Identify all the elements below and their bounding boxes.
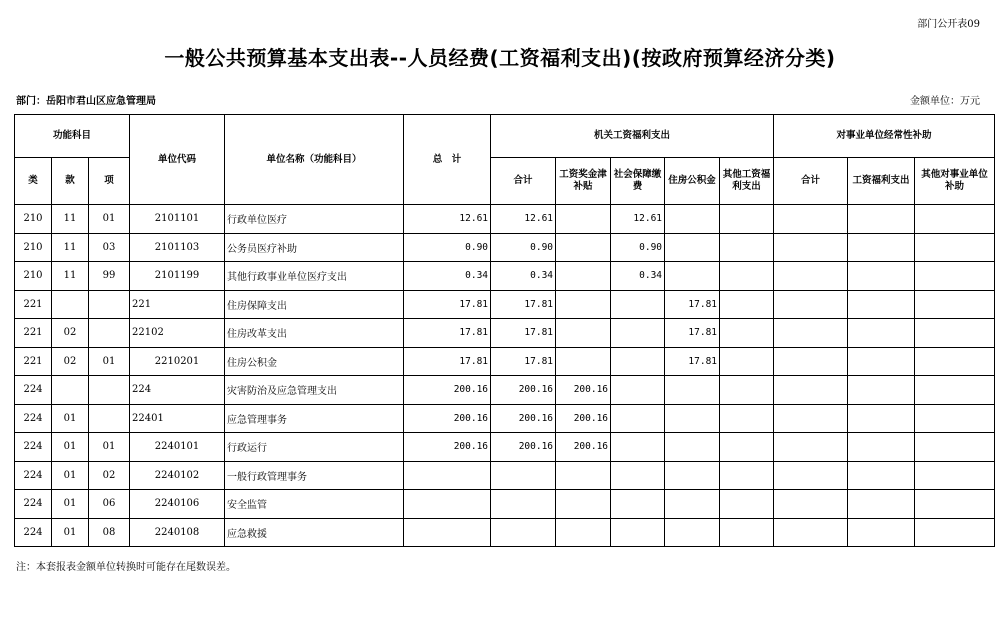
cell-total: 12.61 <box>404 205 491 234</box>
cell-name: 行政单位医疗 <box>225 205 404 234</box>
cell-lei: 224 <box>15 376 52 405</box>
cell-bonus <box>556 262 611 291</box>
cell-total: 200.16 <box>404 433 491 462</box>
table-row <box>15 290 995 319</box>
cell-agency-total <box>491 518 556 547</box>
cell-total: 17.81 <box>404 347 491 376</box>
header-bonus: 工资奖金津补贴 <box>556 158 611 205</box>
header-other-welfare: 其他工资福利支出 <box>720 158 774 205</box>
header-unit-code: 单位代码 <box>130 115 225 205</box>
cell-subsidy-total <box>774 290 848 319</box>
cell-subsidy-welfare <box>848 461 915 490</box>
table-row <box>15 518 995 547</box>
cell-housing <box>665 376 720 405</box>
cell-subsidy-other <box>915 433 995 462</box>
cell-agency-total: 200.16 <box>491 433 556 462</box>
cell-social <box>611 404 665 433</box>
cell-housing <box>665 518 720 547</box>
header-subsidy-welfare: 工资福利支出 <box>848 158 915 205</box>
page-title: 一般公共预算基本支出表--人员经费(工资福利支出)(按政府预算经济分类) <box>164 46 836 70</box>
department-label: 部门：岳阳市君山区应急管理局 <box>16 96 156 107</box>
cell-bonus <box>556 205 611 234</box>
cell-lei: 224 <box>15 433 52 462</box>
cell-kuan: 01 <box>52 490 89 519</box>
table-row <box>15 461 995 490</box>
header-social-security: 社会保障缴费 <box>611 158 665 205</box>
cell-subsidy-welfare <box>848 290 915 319</box>
cell-subsidy-total <box>774 490 848 519</box>
cell-kuan: 11 <box>52 233 89 262</box>
cell-subsidy-other <box>915 262 995 291</box>
cell-kuan: 02 <box>52 319 89 348</box>
cell-lei: 224 <box>15 518 52 547</box>
cell-kuan: 02 <box>52 347 89 376</box>
cell-subsidy-total <box>774 347 848 376</box>
cell-kuan: 01 <box>52 461 89 490</box>
header-subsidy-other: 其他对事业单位补助 <box>915 158 995 205</box>
cell-other <box>720 490 774 519</box>
table-row <box>15 205 995 234</box>
cell-housing: 17.81 <box>665 347 720 376</box>
cell-xiang: 02 <box>89 461 130 490</box>
cell-subsidy-welfare <box>848 404 915 433</box>
cell-bonus <box>556 490 611 519</box>
cell-bonus: 200.16 <box>556 376 611 405</box>
cell-other <box>720 404 774 433</box>
cell-subsidy-welfare <box>848 433 915 462</box>
cell-total <box>404 461 491 490</box>
cell-subsidy-total <box>774 233 848 262</box>
footnote: 注：本套报表金额单位转换时可能存在尾数误差。 <box>16 562 236 573</box>
header-agency-group: 机关工资福利支出 <box>491 115 774 158</box>
cell-bonus <box>556 290 611 319</box>
cell-code: 22401 <box>130 404 225 433</box>
cell-subsidy-other <box>915 290 995 319</box>
cell-other <box>720 233 774 262</box>
cell-lei: 221 <box>15 347 52 376</box>
cell-name: 其他行政事业单位医疗支出 <box>225 262 404 291</box>
cell-subsidy-total <box>774 205 848 234</box>
cell-lei: 224 <box>15 461 52 490</box>
table-row <box>15 319 995 348</box>
cell-subsidy-welfare <box>848 205 915 234</box>
cell-bonus <box>556 347 611 376</box>
cell-name: 公务员医疗补助 <box>225 233 404 262</box>
cell-code: 221 <box>130 290 225 319</box>
header-xiang: 项 <box>89 158 130 205</box>
cell-xiang: 99 <box>89 262 130 291</box>
cell-social: 0.34 <box>611 262 665 291</box>
cell-code: 2101199 <box>130 262 225 291</box>
cell-xiang: 06 <box>89 490 130 519</box>
cell-housing: 17.81 <box>665 319 720 348</box>
cell-name: 住房改革支出 <box>225 319 404 348</box>
cell-social <box>611 319 665 348</box>
cell-xiang: 01 <box>89 433 130 462</box>
cell-social <box>611 490 665 519</box>
cell-code: 224 <box>130 376 225 405</box>
cell-xiang: 03 <box>89 233 130 262</box>
cell-code: 2101103 <box>130 233 225 262</box>
header-unit-name: 单位名称（功能科目） <box>225 115 404 205</box>
cell-lei: 210 <box>15 262 52 291</box>
header-total: 总 计 <box>404 115 491 205</box>
cell-bonus <box>556 518 611 547</box>
cell-housing <box>665 233 720 262</box>
cell-kuan: 11 <box>52 205 89 234</box>
cell-kuan <box>52 376 89 405</box>
cell-subsidy-total <box>774 262 848 291</box>
cell-subsidy-welfare <box>848 376 915 405</box>
cell-agency-total: 17.81 <box>491 290 556 319</box>
cell-lei: 210 <box>15 233 52 262</box>
cell-other <box>720 205 774 234</box>
cell-social <box>611 376 665 405</box>
cell-kuan: 01 <box>52 433 89 462</box>
cell-subsidy-other <box>915 461 995 490</box>
cell-social <box>611 461 665 490</box>
cell-social <box>611 433 665 462</box>
header-lei: 类 <box>15 158 52 205</box>
cell-lei: 210 <box>15 205 52 234</box>
cell-other <box>720 347 774 376</box>
cell-agency-total <box>491 490 556 519</box>
cell-other <box>720 376 774 405</box>
cell-name: 住房公积金 <box>225 347 404 376</box>
header-subsidy-group: 对事业单位经常性补助 <box>774 115 995 158</box>
cell-other <box>720 518 774 547</box>
cell-housing <box>665 404 720 433</box>
cell-subsidy-total <box>774 433 848 462</box>
cell-xiang <box>89 290 130 319</box>
cell-name: 灾害防治及应急管理支出 <box>225 376 404 405</box>
cell-subsidy-total <box>774 518 848 547</box>
cell-code: 22102 <box>130 319 225 348</box>
cell-code: 2240106 <box>130 490 225 519</box>
table-row <box>15 490 995 519</box>
cell-housing <box>665 490 720 519</box>
cell-social: 0.90 <box>611 233 665 262</box>
amount-unit-label: 金额单位：万元 <box>910 96 980 107</box>
cell-subsidy-total <box>774 404 848 433</box>
cell-bonus: 200.16 <box>556 404 611 433</box>
cell-bonus <box>556 319 611 348</box>
cell-name: 安全监管 <box>225 490 404 519</box>
cell-other <box>720 262 774 291</box>
cell-code: 2210201 <box>130 347 225 376</box>
cell-housing <box>665 461 720 490</box>
cell-total: 200.16 <box>404 404 491 433</box>
table-row <box>15 376 995 405</box>
cell-subsidy-welfare <box>848 490 915 519</box>
cell-code: 2240108 <box>130 518 225 547</box>
cell-kuan: 01 <box>52 518 89 547</box>
cell-code: 2101101 <box>130 205 225 234</box>
cell-code: 2240102 <box>130 461 225 490</box>
cell-agency-total: 0.90 <box>491 233 556 262</box>
cell-xiang <box>89 404 130 433</box>
cell-agency-total: 12.61 <box>491 205 556 234</box>
cell-total: 0.34 <box>404 262 491 291</box>
header-kuan: 款 <box>52 158 89 205</box>
table-row <box>15 233 995 262</box>
cell-total <box>404 490 491 519</box>
cell-agency-total: 17.81 <box>491 347 556 376</box>
cell-code: 2240101 <box>130 433 225 462</box>
cell-subsidy-other <box>915 347 995 376</box>
cell-bonus <box>556 461 611 490</box>
cell-subsidy-other <box>915 490 995 519</box>
cell-social <box>611 347 665 376</box>
header-func-subject: 功能科目 <box>15 115 130 158</box>
cell-xiang: 08 <box>89 518 130 547</box>
cell-lei: 224 <box>15 490 52 519</box>
cell-total <box>404 518 491 547</box>
table-row <box>15 262 995 291</box>
cell-total: 200.16 <box>404 376 491 405</box>
cell-subsidy-welfare <box>848 518 915 547</box>
cell-subsidy-welfare <box>848 319 915 348</box>
table-row <box>15 404 995 433</box>
cell-subsidy-total <box>774 461 848 490</box>
cell-agency-total: 0.34 <box>491 262 556 291</box>
cell-subsidy-total <box>774 376 848 405</box>
cell-lei: 224 <box>15 404 52 433</box>
cell-bonus: 200.16 <box>556 433 611 462</box>
cell-agency-total: 200.16 <box>491 376 556 405</box>
cell-subsidy-other <box>915 376 995 405</box>
cell-other <box>720 433 774 462</box>
cell-xiang <box>89 319 130 348</box>
cell-other <box>720 461 774 490</box>
cell-subsidy-other <box>915 404 995 433</box>
cell-agency-total: 17.81 <box>491 319 556 348</box>
cell-subsidy-welfare <box>848 262 915 291</box>
cell-name: 应急管理事务 <box>225 404 404 433</box>
cell-xiang: 01 <box>89 205 130 234</box>
form-code: 部门公开表09 <box>917 19 980 30</box>
cell-agency-total: 200.16 <box>491 404 556 433</box>
cell-total: 0.90 <box>404 233 491 262</box>
cell-bonus <box>556 233 611 262</box>
cell-agency-total <box>491 461 556 490</box>
cell-subsidy-other <box>915 518 995 547</box>
cell-other <box>720 290 774 319</box>
cell-xiang <box>89 376 130 405</box>
header-housing-fund: 住房公积金 <box>665 158 720 205</box>
table-row <box>15 433 995 462</box>
cell-name: 住房保障支出 <box>225 290 404 319</box>
cell-kuan: 11 <box>52 262 89 291</box>
cell-lei: 221 <box>15 290 52 319</box>
table-row <box>15 347 995 376</box>
cell-social <box>611 518 665 547</box>
header-subsidy-subtotal: 合计 <box>774 158 848 205</box>
cell-name: 一般行政管理事务 <box>225 461 404 490</box>
cell-kuan <box>52 290 89 319</box>
cell-housing: 17.81 <box>665 290 720 319</box>
cell-name: 行政运行 <box>225 433 404 462</box>
cell-kuan: 01 <box>52 404 89 433</box>
expenditure-table <box>14 114 995 547</box>
cell-lei: 221 <box>15 319 52 348</box>
cell-total: 17.81 <box>404 319 491 348</box>
cell-total: 17.81 <box>404 290 491 319</box>
cell-housing <box>665 433 720 462</box>
cell-housing <box>665 205 720 234</box>
cell-xiang: 01 <box>89 347 130 376</box>
cell-subsidy-other <box>915 205 995 234</box>
cell-name: 应急救援 <box>225 518 404 547</box>
cell-subsidy-welfare <box>848 233 915 262</box>
cell-subsidy-welfare <box>848 347 915 376</box>
cell-subsidy-other <box>915 319 995 348</box>
cell-subsidy-other <box>915 233 995 262</box>
cell-other <box>720 319 774 348</box>
cell-subsidy-total <box>774 319 848 348</box>
cell-social <box>611 290 665 319</box>
cell-social: 12.61 <box>611 205 665 234</box>
cell-housing <box>665 262 720 291</box>
header-agency-subtotal: 合计 <box>491 158 556 205</box>
